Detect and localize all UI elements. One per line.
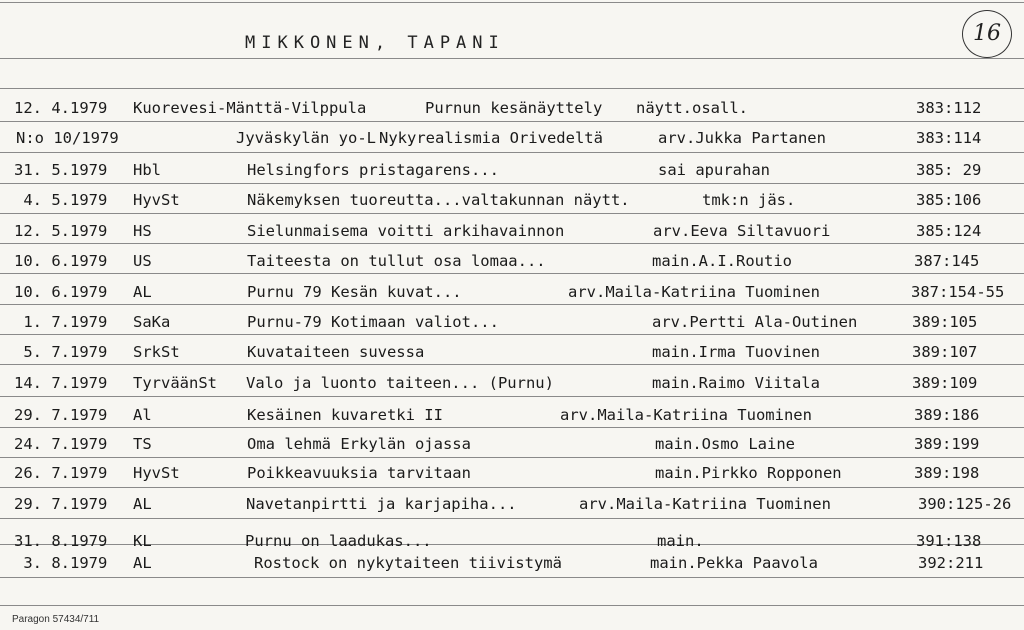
row-by: sai apurahan: [658, 161, 770, 179]
row-date: 31. 8.1979: [14, 532, 108, 550]
table-row: [0, 94, 1024, 124]
row-by: arv.Pertti Ala-Outinen: [652, 313, 858, 331]
row-by: näytt.osall.: [636, 99, 748, 117]
row-ref: 389:199: [914, 435, 980, 453]
row-ref: 385:106: [916, 191, 982, 209]
row-ref: 389:198: [914, 464, 980, 482]
row-title: Näkemyksen tuoreutta...valtakunnan näytt.: [247, 191, 630, 209]
row-date: 10. 6.1979: [14, 252, 108, 270]
table-row: [0, 124, 1024, 154]
row-title: Kesäinen kuvaretki II: [247, 406, 443, 424]
table-row: [0, 430, 1024, 460]
row-ref: 389:107: [912, 343, 978, 361]
row-title: Purnu on laadukas...: [245, 532, 432, 550]
person-name: MIKKONEN, TAPANI: [245, 33, 505, 53]
rule-line: [0, 58, 1024, 59]
row-title: Taiteesta on tullut osa lomaa...: [247, 252, 546, 270]
row-source: AL: [133, 495, 152, 513]
row-date: N:o 10/1979: [16, 129, 119, 147]
row-title: Purnun kesänäyttely: [425, 99, 603, 117]
table-row: [0, 490, 1024, 520]
row-date: 4. 5.1979: [14, 191, 108, 209]
row-by: arv.Maila-Katriina Tuominen: [560, 406, 812, 424]
row-source: US: [133, 252, 152, 270]
row-by: main.: [657, 532, 704, 550]
row-ref: 387:145: [914, 252, 980, 270]
table-row: [0, 217, 1024, 247]
row-ref: 389:105: [912, 313, 978, 331]
row-source: HyvSt: [133, 464, 180, 482]
row-title: Purnu-79 Kotimaan valiot...: [247, 313, 499, 331]
row-date: 29. 7.1979: [14, 406, 108, 424]
row-ref: 392:211: [918, 554, 984, 572]
row-date: 3. 8.1979: [14, 554, 108, 572]
row-source: SrkSt: [133, 343, 180, 361]
row-title: Poikkeavuuksia tarvitaan: [247, 464, 471, 482]
table-row: [0, 186, 1024, 216]
row-title: Sielunmaisema voitti arkihavainnon: [247, 222, 565, 240]
row-ref: 385: 29: [916, 161, 982, 179]
row-source: Jyväskylän yo-L: [236, 129, 376, 147]
row-title: Nykyrealismia Orivedeltä: [379, 129, 603, 147]
table-row: [0, 308, 1024, 338]
row-title: Valo ja luonto taiteen... (Purnu): [246, 374, 554, 392]
row-by: arv.Eeva Siltavuori: [653, 222, 831, 240]
row-date: 24. 7.1979: [14, 435, 108, 453]
row-by: main.Irma Tuovinen: [652, 343, 820, 361]
row-ref: 391:138: [916, 532, 982, 550]
row-ref: 383:114: [916, 129, 982, 147]
row-source: HS: [133, 222, 152, 240]
row-title: Navetanpirtti ja karjapiha...: [246, 495, 517, 513]
table-row: [0, 338, 1024, 368]
row-by: main.Osmo Laine: [655, 435, 795, 453]
row-title: Rostock on nykytaiteen tiivistymä: [254, 554, 562, 572]
table-row: [0, 369, 1024, 399]
printer-imprint: Paragon 57434/711: [12, 614, 100, 625]
table-row: [0, 401, 1024, 431]
row-ref: 389:109: [912, 374, 978, 392]
row-by: main.Raimo Viitala: [652, 374, 820, 392]
table-row: [0, 247, 1024, 277]
table-row: [0, 156, 1024, 186]
row-source: TyrväänSt: [133, 374, 217, 392]
row-source: KL: [133, 532, 152, 550]
row-ref: 383:112: [916, 99, 982, 117]
row-by: main.Pirkko Ropponen: [655, 464, 842, 482]
row-source: Al: [133, 406, 152, 424]
row-source: HyvSt: [133, 191, 180, 209]
row-source: Kuorevesi-Mänttä-Vilppula: [133, 99, 367, 117]
row-date: 1. 7.1979: [14, 313, 108, 331]
row-ref: 385:124: [916, 222, 982, 240]
rule-line: [0, 88, 1024, 89]
row-date: 5. 7.1979: [14, 343, 108, 361]
row-title: Helsingfors pristagarens...: [247, 161, 499, 179]
row-by: arv.Jukka Partanen: [658, 129, 826, 147]
row-title: Kuvataiteen suvessa: [247, 343, 425, 361]
table-row: [0, 549, 1024, 579]
row-source: TS: [133, 435, 152, 453]
row-by: arv.Maila-Katriina Tuominen: [579, 495, 831, 513]
table-row: [0, 459, 1024, 489]
row-source: Hbl: [133, 161, 161, 179]
row-by: main.A.I.Routio: [652, 252, 792, 270]
row-by: tmk:n jäs.: [702, 191, 796, 209]
rule-line: [0, 605, 1024, 606]
row-by: arv.Maila-Katriina Tuominen: [568, 283, 820, 301]
row-ref: 389:186: [914, 406, 980, 424]
row-ref: 390:125-26: [918, 495, 1012, 513]
row-source: AL: [133, 554, 152, 572]
row-title: Oma lehmä Erkylän ojassa: [247, 435, 471, 453]
page-number-circle: 16: [962, 10, 1012, 58]
rule-line: [0, 2, 1024, 3]
row-date: 26. 7.1979: [14, 464, 108, 482]
row-source: SaKa: [133, 313, 171, 331]
row-ref: 387:154-55: [911, 283, 1005, 301]
table-row: [0, 278, 1024, 308]
row-source: AL: [133, 283, 152, 301]
row-date: 10. 6.1979: [14, 283, 108, 301]
row-date: 29. 7.1979: [14, 495, 108, 513]
row-date: 12. 5.1979: [14, 222, 108, 240]
row-date: 14. 7.1979: [14, 374, 108, 392]
row-title: Purnu 79 Kesän kuvat...: [247, 283, 462, 301]
row-date: 12. 4.1979: [14, 99, 108, 117]
row-by: main.Pekka Paavola: [650, 554, 818, 572]
row-date: 31. 5.1979: [14, 161, 108, 179]
